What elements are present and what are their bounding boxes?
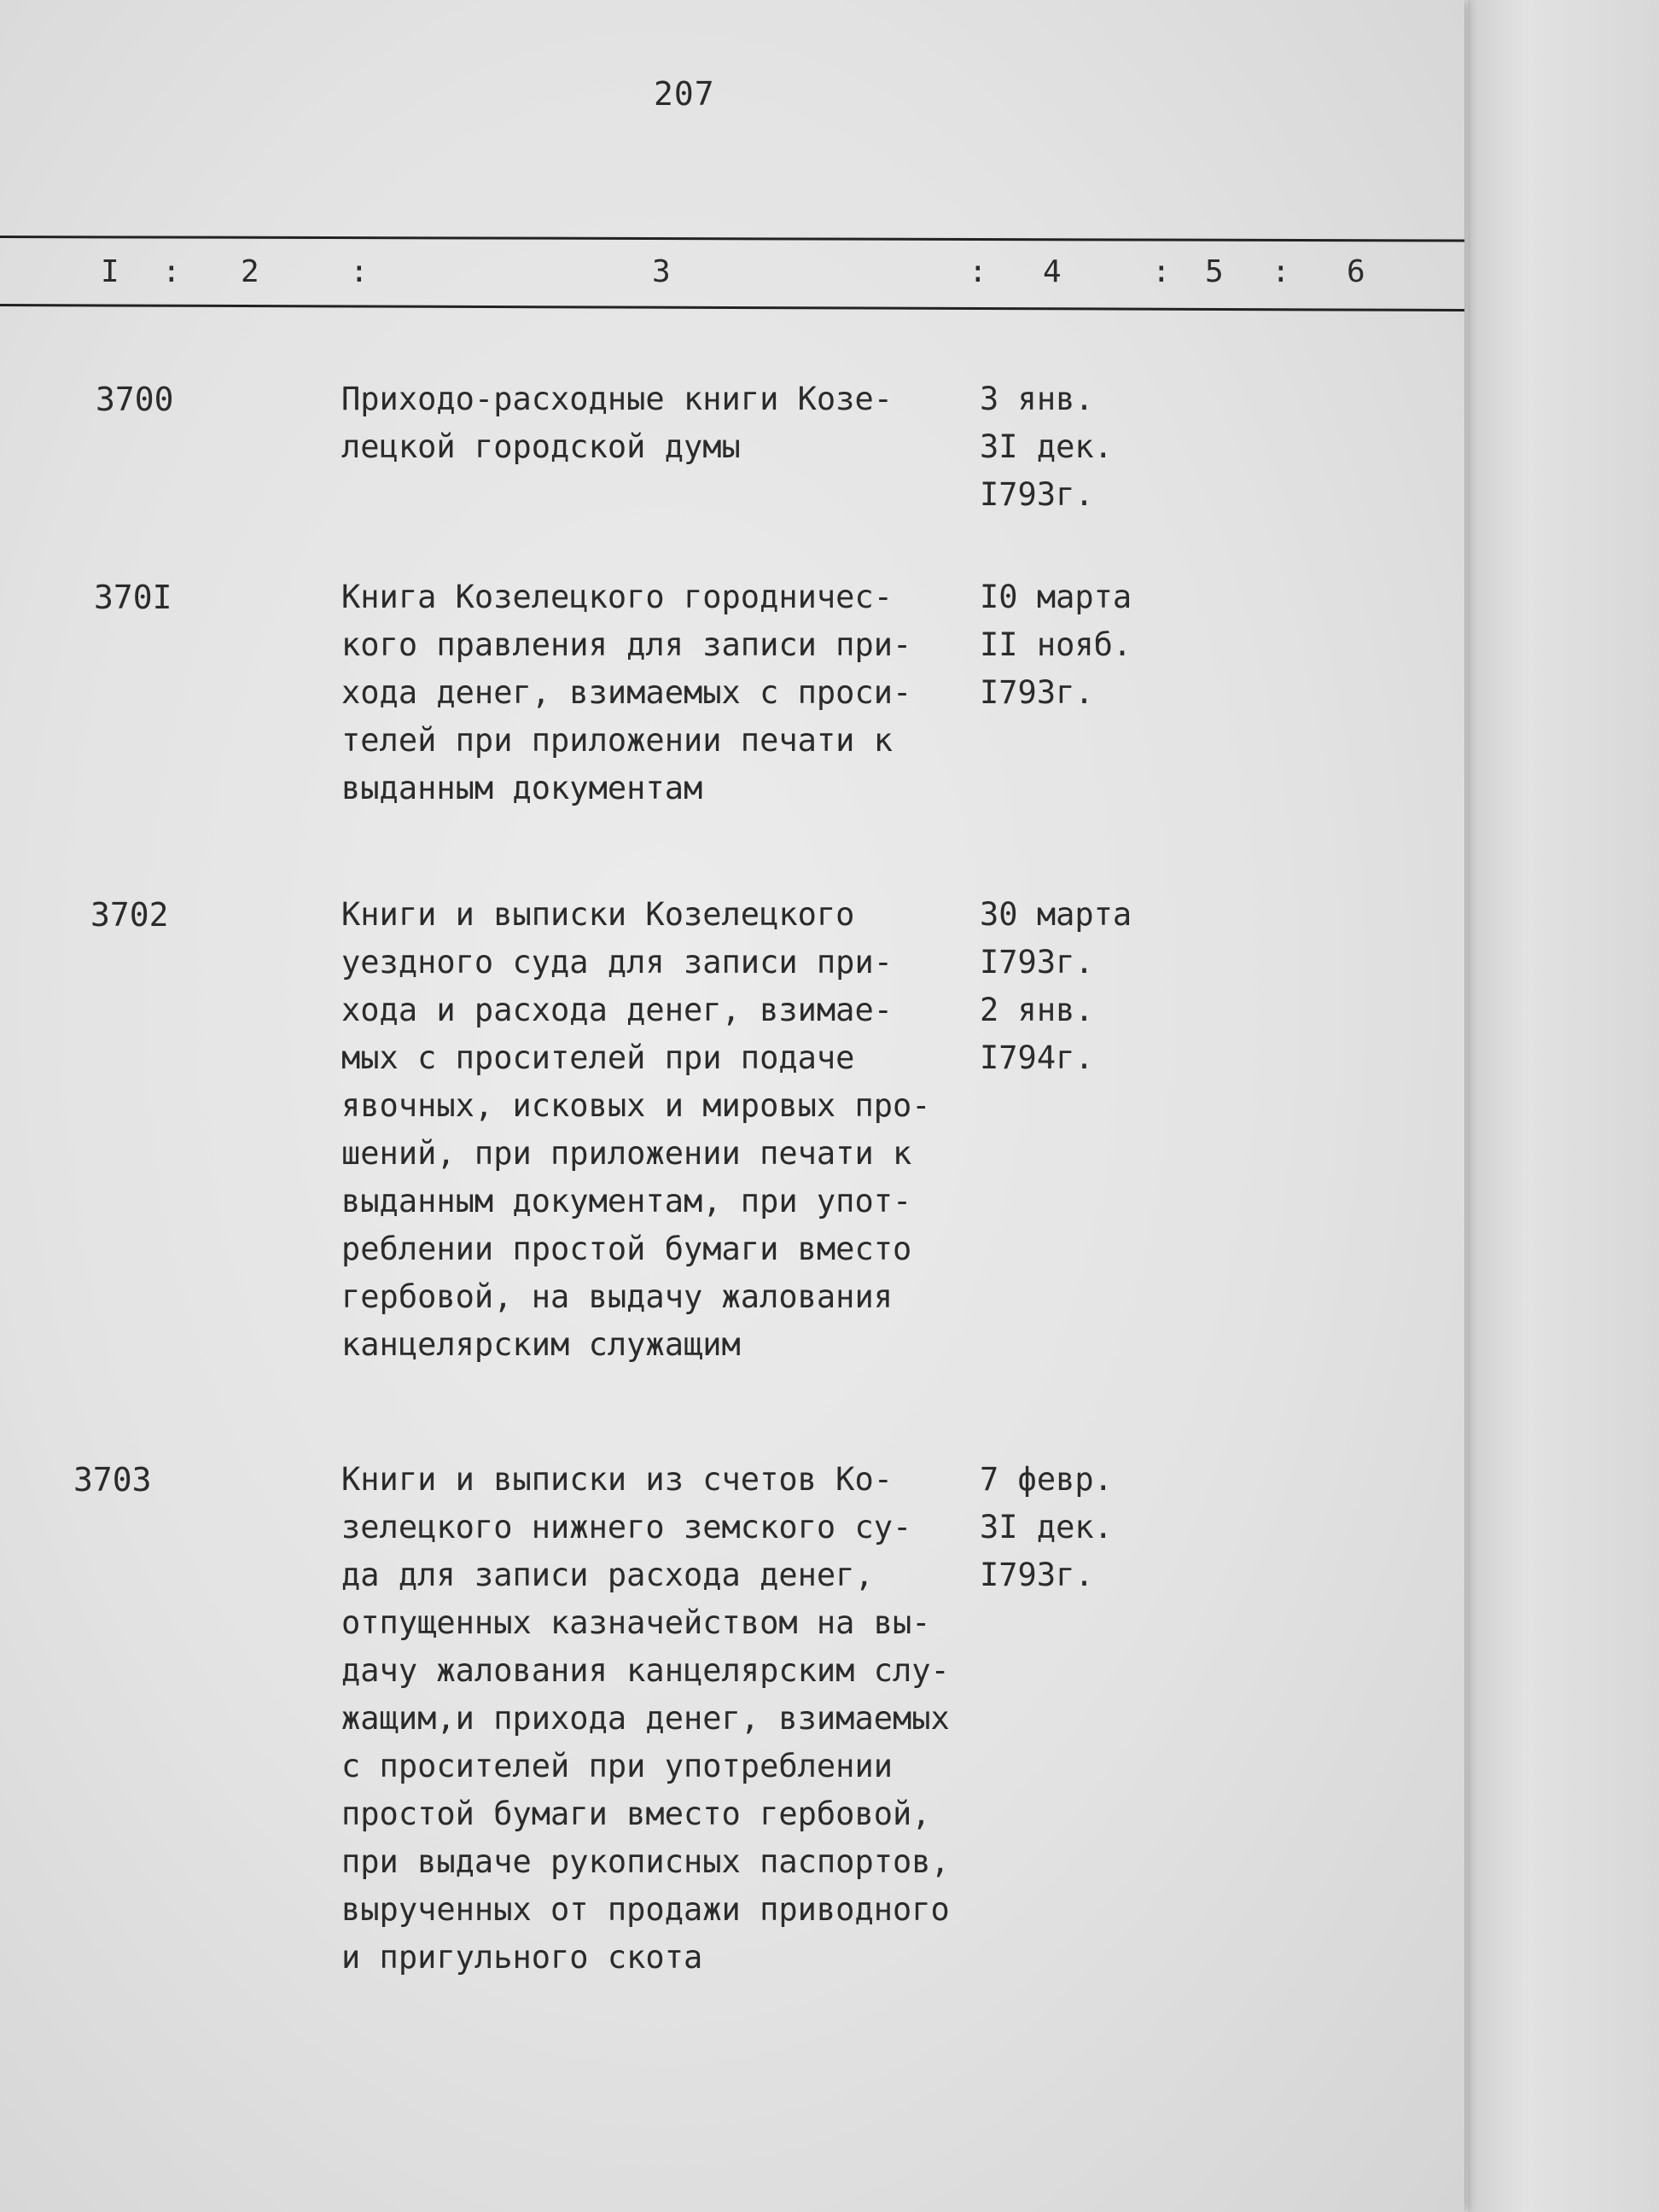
record-dates [980, 1456, 1202, 1599]
record-number: 3702 [90, 896, 169, 934]
record-number: 370I [94, 579, 172, 616]
date-line: I793г. [980, 476, 1094, 513]
date-line: 3I дек. [980, 428, 1113, 465]
description-line: вырученных от продажи приводного [341, 1891, 950, 1928]
date-line: I793г. [980, 944, 1094, 981]
description-line: лецкой городской думы [341, 428, 741, 465]
description-line: Книга Козелецкого городничес- [341, 579, 894, 615]
record-number: 3703 [73, 1461, 152, 1499]
description-line: гербовой, на выдачу жалования [341, 1278, 894, 1315]
record-dates [980, 573, 1202, 717]
description-line: шений, при приложении печати к [341, 1135, 912, 1172]
date-line: 7 февр. [980, 1461, 1113, 1498]
description-line: отпущенных казначейством на вы- [341, 1604, 931, 1641]
column-header-3: 3 [652, 254, 671, 289]
description-line: кого правления для записи при- [341, 626, 912, 663]
description-line: выданным документам, при упот- [341, 1183, 912, 1220]
description-line: мых с просителей при подаче [341, 1039, 855, 1076]
back-sheet-fold [1468, 0, 1659, 2212]
date-line: I793г. [980, 1557, 1094, 1593]
date-line: 30 марта [980, 896, 1132, 933]
column-separator: : [162, 254, 181, 289]
description-line: Приходо-расходные книги Козе- [341, 381, 894, 417]
description-line: да для записи расхода денег, [341, 1557, 874, 1593]
record-dates [980, 375, 1202, 519]
description-line: дачу жалования канцелярским слу- [341, 1652, 950, 1689]
description-line: хода денег, взимаемых с проси- [341, 674, 912, 711]
description-line: телей при приложении печати к [341, 722, 894, 759]
description-line: простой бумаги вместо гербовой, [341, 1796, 931, 1832]
column-header-4: 4 [1043, 254, 1062, 289]
column-header-5: 5 [1205, 254, 1224, 289]
date-line: I794г. [980, 1039, 1094, 1076]
description-line: жащим,и прихода денег, взимаемых [341, 1700, 950, 1737]
description-line: хода и расхода денег, взимае- [341, 992, 894, 1028]
column-separator: : [969, 254, 987, 289]
column-header-2: 2 [241, 254, 259, 289]
description-line: Книги и выписки Козелецкого [341, 896, 855, 933]
description-line: зелецкого нижнего земского су- [341, 1509, 912, 1545]
column-separator: : [1152, 254, 1171, 289]
description-line: и пригульного скота [341, 1939, 703, 1976]
table-header-top-rule [0, 236, 1464, 242]
description-line: канцелярским служащим [341, 1326, 741, 1363]
description-line: явочных, исковых и мировых про- [341, 1087, 931, 1124]
table-header-bottom-rule [0, 304, 1464, 311]
description-line: уездного суда для записи при- [341, 944, 894, 981]
date-line: I0 марта [980, 579, 1132, 615]
date-line: 2 янв. [980, 992, 1094, 1028]
description-line: Книги и выписки из счетов Ко- [341, 1461, 894, 1498]
record-description [341, 573, 1024, 812]
record-description [341, 1456, 1024, 1982]
record-description [341, 891, 1024, 1369]
record-description [341, 375, 1024, 471]
column-header-row [0, 254, 1365, 297]
description-line: с просителей при употреблении [341, 1748, 894, 1784]
description-line: выданным документам [341, 770, 703, 806]
record-dates [980, 891, 1202, 1082]
record-number: 3700 [96, 381, 174, 418]
column-header-6: 6 [1347, 254, 1365, 289]
date-line: 3 янв. [980, 381, 1094, 417]
column-separator: : [1272, 254, 1290, 289]
date-line: I793г. [980, 674, 1094, 711]
column-header-1: I [101, 254, 119, 289]
description-line: при выдаче рукописных паспортов, [341, 1843, 950, 1880]
date-line: 3I дек. [980, 1509, 1113, 1545]
description-line: реблении простой бумаги вместо [341, 1231, 912, 1267]
page-number: 207 [654, 75, 715, 113]
column-separator: : [350, 254, 369, 289]
date-line: II нояб. [980, 626, 1132, 663]
